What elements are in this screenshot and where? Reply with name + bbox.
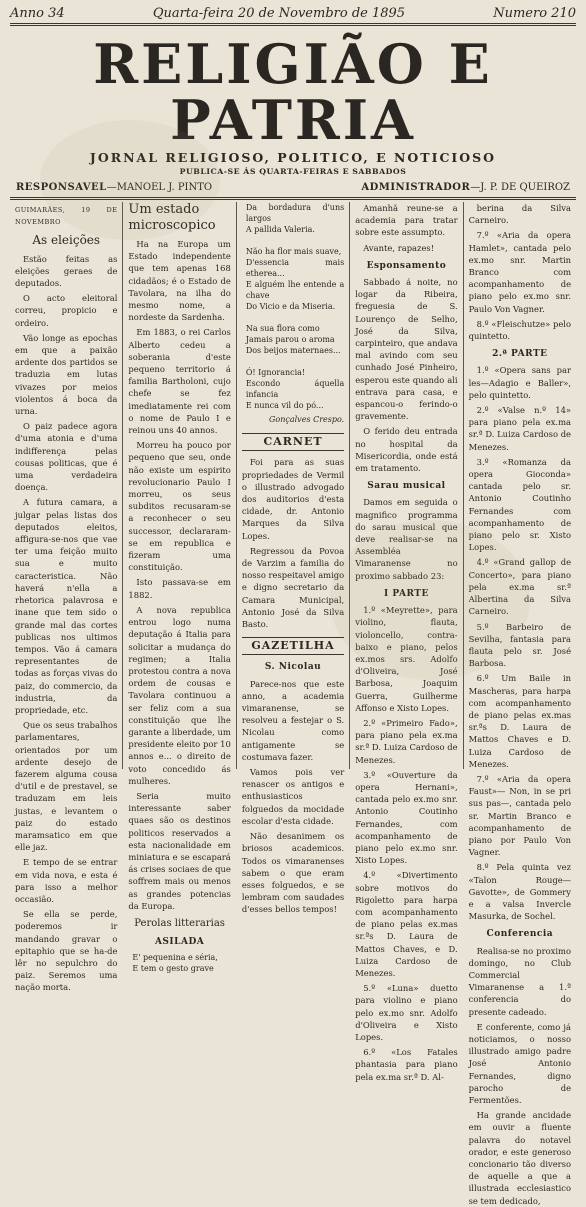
poem-signature: Gonçalves Crespo. <box>269 415 345 424</box>
column-3 <box>237 202 350 915</box>
newspaper-title: RELIGIÃO E PATRIA <box>93 32 493 152</box>
top-rule <box>10 23 576 26</box>
paragraph: 5.º Barbeiro de Sevilha, fantasia para flauta pelo sr. José Barbosa. <box>468 621 572 669</box>
paragraph: Estão feitas as eleições geraes de deputados. <box>15 253 118 289</box>
paragraph: A futura camara, a julgar pelas listas dos deputados eleitos, affigura-se-nos que vae ter uma feição muito sua e muito caracteristica. Não haverá n'ella a rhetorica palavrosa e inane que tem sido o grande mal das cortes publicas nos ultimos tempos. Vão á camara representantes de todas as forças vivas do paiz, do commercio, da industria, da propriedade, etc. <box>15 497 118 715</box>
poem-line: Não ha flor mais suave, <box>245 247 342 256</box>
paragraph: 1.º «Opera sans par les—Adagio e Baller», pelo quintetto. <box>468 365 572 400</box>
paragraph: Amanhã reune-se a academia para tratar sobre este assumpto. <box>355 203 458 238</box>
responsavel-name: —MANOEL J. PINTO <box>106 182 213 193</box>
administrador <box>361 182 570 193</box>
paragraph: 6.º Um Baile in Mascheras, para harpa com acompanhamento de piano pelas ex.mas sr.ªs D. Laura de Mattos Chaves e D. Luiza Cardoso de Menezes. <box>468 673 572 769</box>
article-heading-eleicoes: As eleições <box>32 233 101 248</box>
carnet-body <box>242 456 344 630</box>
paragraph: O paiz padece agora d'uma atonia e d'uma indifferença pelas cousas politicas, que é uma verdadeira doença. <box>15 421 118 493</box>
dateline: GUIMARÃES, 19 DE NOVEMBRO <box>15 206 118 227</box>
paragraph: Foi para as suas propriedades de Vermil o illustrado advogado dos auditorios d'esta cidade, dr. Antonio Marques da Silva Lopes. <box>241 457 345 541</box>
paragraph: Ha grande ancidade em ouvir a fluente palavra do notavel orador, e este generoso concionario tão diverso de aquelle a que a illustrada ecclesiastico se tem dedicado, <box>468 1110 572 1206</box>
poem-line <box>246 312 344 323</box>
column-4 <box>350 202 463 1082</box>
paragraph: E tempo de se entrar em vida nova, e esta é para isso a melhor occasião. <box>15 857 118 904</box>
gazetilha-body <box>242 678 344 916</box>
paragraph: 3.º «Ouverture da opera Hernani», cantada pelo ex.mo snr. Antonio Coutinho Fernandes, com acompanhamento de piano pelo ex.mo snr. Xisto Lopes. <box>355 769 458 866</box>
paragraph: Vamos pois ver renascer os antigos e enthusiasticos folguedos da mocidade escolar d'esta cidade. <box>241 767 345 826</box>
issue-date: Quarta-feira 20 de Novembro de 1895 <box>152 6 406 21</box>
paragraph: 2.º «Primeiro Fado», para piano pela ex.ma sr.ª D. Luiza Cardoso de Menezes. <box>355 717 458 765</box>
columns-top-rule <box>10 197 576 200</box>
administrador-label: ADMINISTRADOR <box>361 182 471 193</box>
program-part-1-heading: I PARTE <box>384 588 429 599</box>
paragraph: berina da Silva Carneiro. <box>468 203 572 226</box>
newspaper-subtitle: JORNAL RELIGIOSO, POLITICO, E NOTICIOSO <box>89 150 497 165</box>
column-5 <box>464 202 576 1206</box>
issue-number: Numero 210 <box>493 6 576 21</box>
paragraph: O ferido deu entrada no hospital da Misericordia, onde está em tratamento. <box>355 426 458 474</box>
staff-line <box>10 182 576 193</box>
poem-line: A pallida Valeria. <box>245 225 315 234</box>
poem-line: E' pequenina e séria, <box>132 953 218 963</box>
poem-title: ASILADA <box>154 937 205 948</box>
poem-line: E tem o gesto grave <box>132 964 214 974</box>
paragraph: Isto passava-se em 1882. <box>128 577 231 600</box>
conference-heading: Conferencia <box>486 929 554 940</box>
poem-line: E nunca vil do pó... <box>245 401 324 410</box>
poem-lines-start <box>128 952 230 974</box>
paragraph: 4.º «Grand gallop de Concerto», para piano pela ex.ma sr.ª Albertina da Silva Carneiro. <box>468 557 572 617</box>
paragraph: 6.º «Los Fatales phantasia para piano pela ex.ma sr.ª D. Al- <box>355 1047 458 1082</box>
academia-body <box>355 202 457 254</box>
administrador-name: —J. P. DE QUEIROZ <box>470 182 570 193</box>
responsavel-label: RESPONSAVEL <box>16 182 107 193</box>
eleicoes-body <box>15 253 117 994</box>
paragraph: E conferente, como já noticiamos, o nosso illustrado amigo padre José Antonio Fernandes, digno parocho de Fermentões. <box>468 1021 572 1106</box>
paragraph: 8.º «Fleischutze» pelo quintetto. <box>468 318 572 342</box>
conference-body <box>469 945 571 1207</box>
publication-schedule: PUBLICA-SE ÁS QUARTA-FEIRAS E SABBADOS <box>179 167 407 176</box>
paragraph: Morreu ha pouco por pequeno que seu, onde não existe um espirito revolucionario Paulo I morreu, os seus subditos recusaram-se a reconhecer o seu successor, declararam-se em republica e fizeram uma constituição. <box>128 440 231 573</box>
paragraph: 7.º «Aria da opera Hamlet», cantada pelo ex.mo snr. Martin Branco com acompanhamento de piano pelo ex.mo snr. Paulo Von Vagner. <box>468 230 572 314</box>
program-part-2 <box>469 364 571 922</box>
paragraph: 1.º «Meyrette», para violino, flauta, violoncello, contra-baixo e piano, pelos ex.mos srs. Adolfo d'Oliveira, José Barbosa, Joaquim Guerra, Guilherme Affonso e Xisto Lopes. <box>355 605 458 713</box>
responsavel <box>16 182 212 193</box>
sarau-body <box>355 496 457 581</box>
paragraph: Não desanimem os briosos academicos. Todos os vimaranenses sabem o que eram esses folguedos, e se lembram com saudades d'esses bellos tempos! <box>241 831 345 915</box>
paragraph: Que os seus trabalhos parlamentares, orientados por um ardente desejo de fazerem alguma cousa d'util e de prestavel, se traduzam em leis justas, e levantem o paiz do estado maramsatico em que elle jaz. <box>15 720 118 853</box>
poem-line <box>246 235 344 246</box>
esponsal-body <box>355 276 457 474</box>
poem-section-heading: Perolas litterarias <box>134 917 225 929</box>
sao-nicolau-heading: S. Nicolau <box>264 662 322 673</box>
poem-line: Na sua flora como <box>245 324 320 333</box>
esponsal-heading: Esponsamento <box>366 260 447 271</box>
poem-line: Ó! Ignorancia! <box>245 368 306 377</box>
column-1 <box>10 202 123 993</box>
paragraph: Realisa-se no proximo domingo, no Club Commercial Vimaranense a 1.ª conferencia do presente cadeado. <box>468 945 572 1017</box>
paragraph: Sabbado á noite, no logar da Ribeira, freguesia de S. Lourenço de Selho, José da Silva, carpinteiro, que andava mal avindo com seu cunhado José Pinheiro, esperou este quando ali entrava para casa, e espancou-o ferindo-o gravemente. <box>355 277 458 422</box>
issue-line <box>10 0 576 21</box>
carnet-heading: CARNET <box>242 433 344 451</box>
paragraph: Se ella se perde, poderemos ir mandando gravar o epitaphio que se ha-de lêr no sepulchro do paiz. Seremos uma nação morta. <box>15 909 118 993</box>
paragraph: Ha na Europa um Estado independente que tem apenas 168 cidadãos; é o Estado de Tavolara, na ilha do mesmo nome, a nordeste da Sardenha. <box>128 239 231 323</box>
masthead <box>10 32 576 176</box>
article-columns <box>10 202 576 1206</box>
paragraph: 5.º «Luna» duetto para violino e piano pelo ex.mo snr. Adolfo d'Oliveira e Xisto Lopes. <box>355 983 458 1042</box>
paragraph: A nova republica entrou logo numa deputação á Italia para solicitar a mudança do regimen; a Italia protestou contra a nova ordem de cousas e Tavolara continuou a ser feliz com a sua constituição que lhe garante a liberdade, um presidente eleito por 10 annos e... o direito de voto concedido ás mulheres. <box>128 604 231 786</box>
paragraph: Parece-nos que este anno, a academia vimaranense, se resolveu a festejar o S. Nicolau como antigamente se costumava fazer. <box>241 678 345 762</box>
paragraph: Seria muito interessante saber quaes são os destinos politicos reservados a esta nacionalidade em miniatura e se escapará ás crises sociaes de que soffrem mais ou menos as grandes potencias da Europa. <box>128 790 231 911</box>
poem-line: Da bordadura d'uns largos <box>245 203 345 223</box>
poem-line: Do Vicio e da Miseria. <box>245 302 336 311</box>
paragraph: 8.º Pela quinta vez «Talon Rouge—Gavotte», de Gommery e a valsa Invercle Masurka, de Sochel. <box>468 862 572 922</box>
issue-year: Anno 34 <box>10 6 65 21</box>
paragraph: 3.º «Romanza da opera Gioconda» cantada pelo sr. Antonio Coutinho Fernandes com acompanhamento de piano pelo sr. Xisto Lopes. <box>468 456 572 553</box>
paragraph: 2.º «Valse n.º 14» para piano pela ex.ma sr.ª D. Luiza Cardoso de Menezes. <box>468 405 572 452</box>
sarau-heading: Sarau musical <box>367 481 446 492</box>
paragraph: 4.º «Divertimento sobre motivos do Rigoletto para harpa com acompanhamento de piano pelas ex.mas sr.ªs D. Laura de Mattos Chaves, e D. Luiza Cardoso de Menezes. <box>355 870 458 978</box>
paragraph: 7.º «Aria da opera Faust»— Non, in se pri sus pas—, cantada pelo sr. Martin Branco e acompanhamento de piano por Paulo Von Vagner. <box>468 773 572 858</box>
program-part-1 <box>355 604 457 1083</box>
poem-line: Escondo áquella infancia <box>245 379 345 399</box>
poem-lines-cont <box>242 202 344 411</box>
paragraph: Em 1883, o rei Carlos Alberto cedeu a soberania d'este pequeno territorio á familia Bartholoni, cujo chefe se fez imediatamente rei com o nome de Paulo I e reinou uns 40 annos. <box>128 327 231 436</box>
estado-body <box>128 238 230 912</box>
article-heading-estado: Um estado microscopico <box>128 202 216 233</box>
paragraph: O acto eleitoral correu, propicio e ordeiro. <box>15 293 118 328</box>
poem-line: D'essencia mais etherea... <box>245 258 345 278</box>
paragraph: Vão longe as epochas em que a paixão ardente dos partidos se traduzia em lutas vivazes por meios violentos á boca da urna. <box>15 332 118 417</box>
poem-line <box>246 356 344 367</box>
gazetilha-heading: GAZETILHA <box>242 637 344 655</box>
column-2 <box>123 202 236 974</box>
program-cont <box>469 202 571 342</box>
program-part-2-heading: 2.ª PARTE <box>492 349 548 360</box>
paragraph: Avante, rapazes! <box>363 242 435 253</box>
paragraph: Regressou da Povoa de Varzim a familia do nosso respeitavel amigo e digno secretario da Camara Municipal, Antonio José da Silva Basto. <box>241 545 345 630</box>
poem-line: Jamais parou o aroma <box>245 335 335 344</box>
paragraph: Damos em seguida o magnifico programma do sarau musical que deve realisar-se na Assembléa Vimaranense no proximo sabbado 23: <box>355 497 458 581</box>
poem-line: E alguém lhe entende a chave <box>245 280 345 300</box>
poem-line: Dos beijos maternaes... <box>245 346 341 355</box>
